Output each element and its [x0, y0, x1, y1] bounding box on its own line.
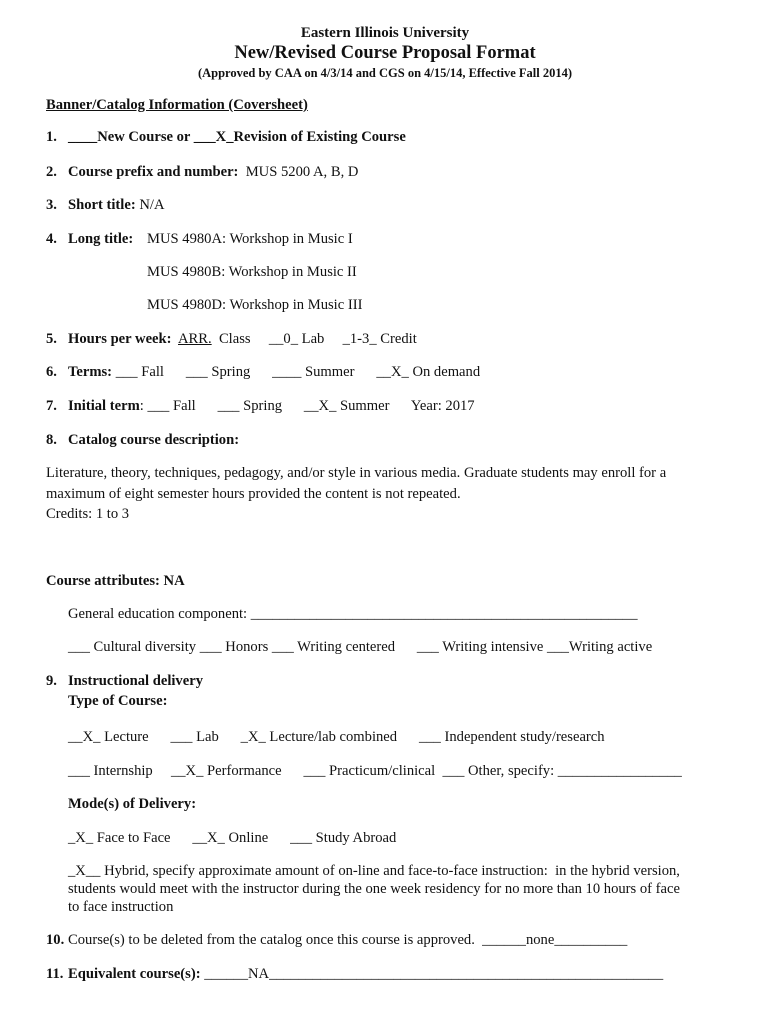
document-title: New/Revised Course Proposal Format — [234, 43, 536, 63]
item-5-hours — [68, 330, 417, 348]
catalog-description-label: Catalog course description: — [68, 432, 240, 448]
terms-label: Terms: — [68, 364, 113, 380]
approval-note: (Approved by CAA on 4/3/14 and CGS on 4/15/14, Effective Fall 2014) — [197, 66, 573, 80]
modes-of-delivery-heading: Mode(s) of Delivery: — [68, 796, 197, 812]
item-3-short-title — [68, 196, 164, 214]
hours-arr: ARR. — [178, 331, 212, 347]
initial-term-options: : ___ Fall ___ Spring __X_ Summer Year: 2017 — [139, 398, 475, 414]
catalog-description-line-2: maximum of eight semester hours provided the content is not repeated. — [46, 486, 461, 502]
course-prefix-label: Course prefix and number: — [68, 164, 239, 180]
item-10-number: 10. — [46, 932, 65, 948]
item-5-number: 5. — [46, 331, 57, 347]
item-11-equivalent — [68, 965, 663, 983]
item-8-number: 8. — [46, 432, 57, 448]
long-title-label: Long title: — [68, 231, 134, 247]
initial-term-label: Initial term — [68, 398, 140, 414]
course-type-options-1: __X_ Lecture ___ Lab _X_ Lecture/lab combined ___ Independent study/research — [68, 729, 605, 745]
item-1-course-type: ____New Course or ___X_Revision of Existing Course — [68, 129, 406, 145]
hours-detail: Class __0_ Lab _1-3_ Credit — [218, 331, 417, 347]
gen-ed-component: General education component: _____________________________________________________ — [68, 606, 638, 622]
item-7-number: 7. — [46, 398, 57, 414]
course-type-options-2: ___ Internship __X_ Performance ___ Practicum/clinical ___ Other, specify: _________________ — [68, 763, 682, 779]
item-1-number: 1. — [46, 129, 57, 145]
item-9-number: 9. — [46, 673, 57, 689]
item-6-terms — [68, 363, 480, 381]
type-of-course-heading: Type of Course: — [68, 693, 168, 709]
long-title-d: MUS 4980D: Workshop in Music III — [147, 297, 363, 313]
long-title-a: MUS 4980A: Workshop in Music I — [147, 231, 353, 247]
item-7-initial-term — [68, 397, 475, 415]
catalog-credits: Credits: 1 to 3 — [46, 506, 130, 522]
university-name: Eastern Illinois University — [300, 25, 470, 41]
course-attributes-heading: Course attributes: NA — [46, 573, 185, 589]
equivalent-courses-value: ______NA______________________________________________________ — [204, 966, 664, 982]
long-title-b: MUS 4980B: Workshop in Music II — [147, 264, 357, 280]
terms-options: ___ Fall ___ Spring ____ Summer __X_ On demand — [115, 364, 481, 380]
short-title-value: N/A — [139, 197, 165, 213]
item-2-course-prefix — [68, 163, 358, 181]
item-6-number: 6. — [46, 364, 57, 380]
section-heading: Banner/Catalog Information (Coversheet) — [46, 97, 308, 113]
hybrid-line-3: to face instruction — [68, 899, 174, 915]
item-11-number: 11. — [46, 966, 64, 982]
equivalent-courses-label: Equivalent course(s): — [68, 966, 201, 982]
catalog-description-line-1: Literature, theory, techniques, pedagogy, and/or style in various media. Graduate students may enroll for a — [46, 465, 667, 481]
instructional-delivery-label: Instructional delivery — [68, 673, 203, 689]
courses-to-delete: Course(s) to be deleted from the catalog once this course is approved. ______none__________ — [68, 932, 628, 948]
item-2-number: 2. — [46, 164, 57, 180]
hours-label: Hours per week: — [68, 331, 172, 347]
attribute-options: ___ Cultural diversity ___ Honors ___ Writing centered ___ Writing intensive ___Writing active — [68, 639, 653, 655]
item-4-number: 4. — [46, 231, 57, 247]
delivery-mode-options: _X_ Face to Face __X_ Online ___ Study Abroad — [68, 830, 397, 846]
course-prefix-value: MUS 5200 A, B, D — [245, 164, 359, 180]
item-3-number: 3. — [46, 197, 57, 213]
short-title-label: Short title: — [68, 197, 136, 213]
hybrid-line-1: _X__ Hybrid, specify approximate amount of on-line and face-to-face instruction: in the hybrid version, — [68, 863, 680, 879]
hybrid-line-2: students would meet with the instructor during the one week residency for no more than 10 hours of face — [68, 881, 680, 897]
